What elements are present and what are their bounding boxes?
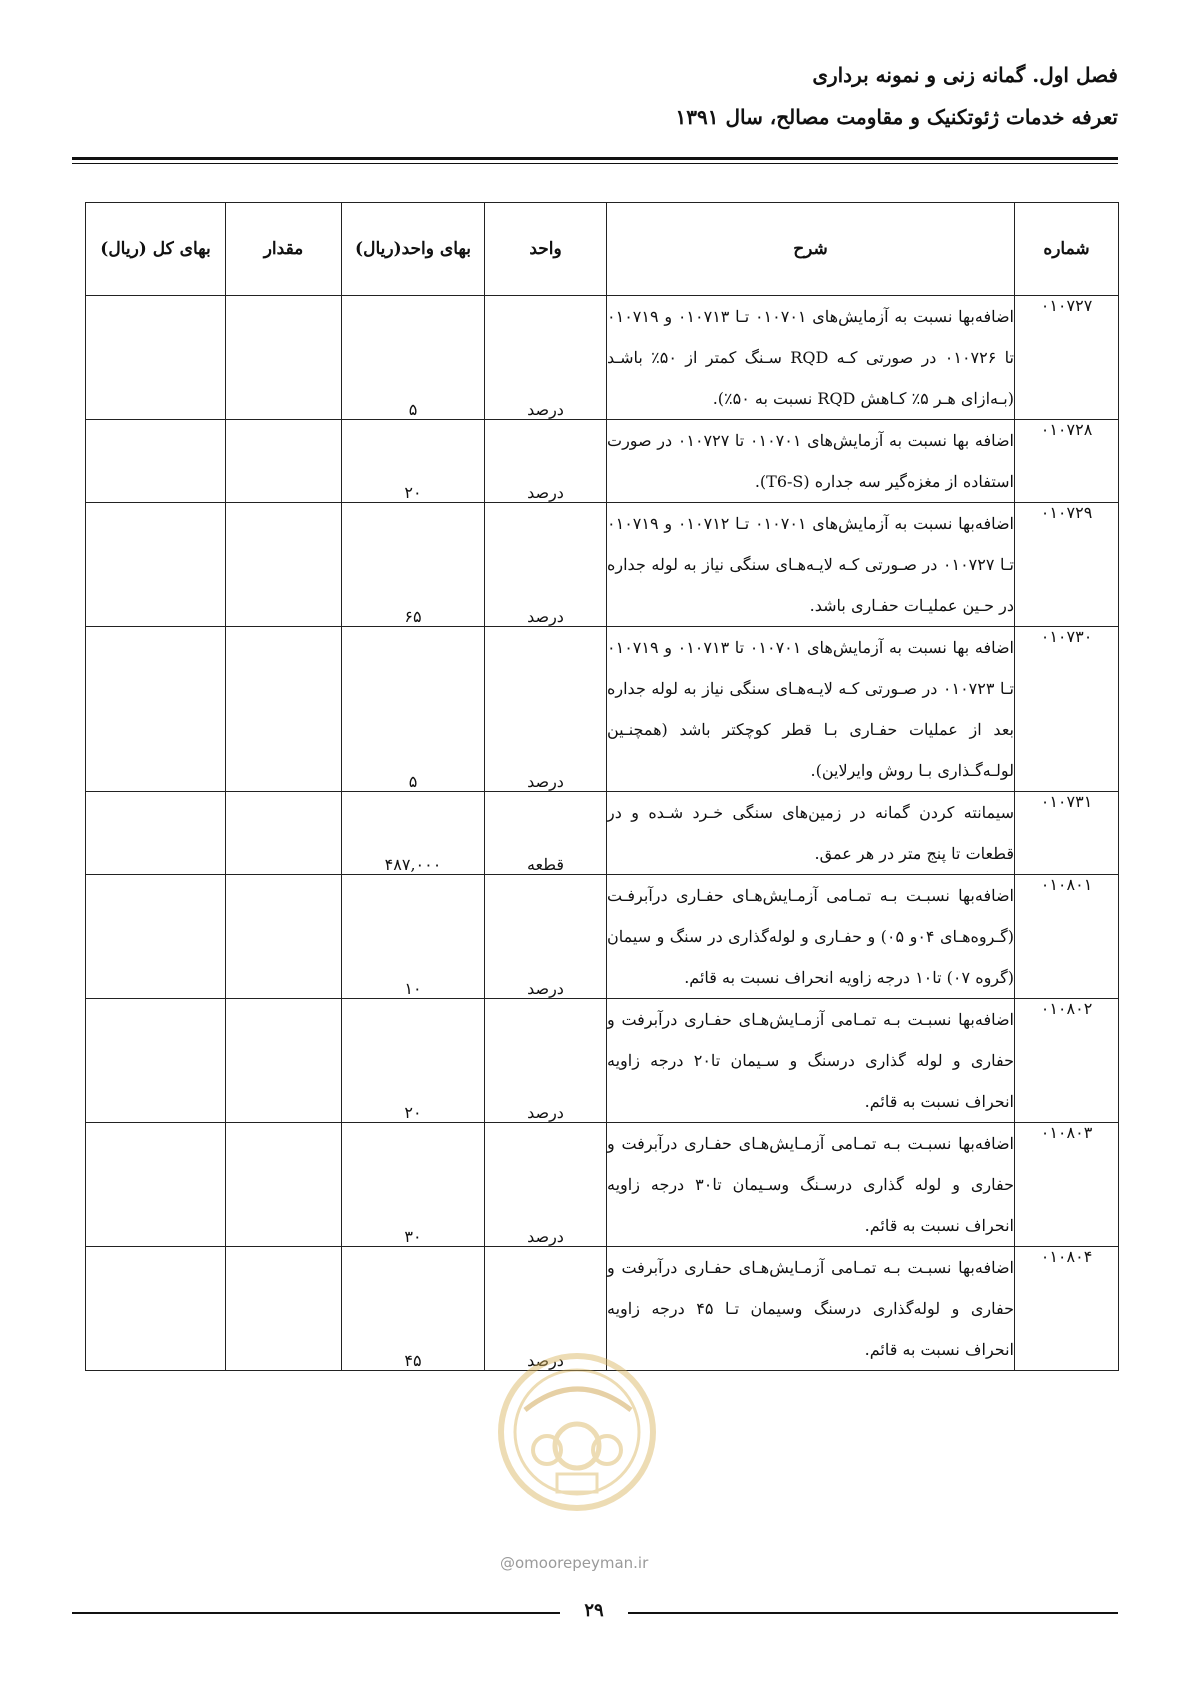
footer-rule-left <box>72 1612 560 1614</box>
item-description: اضافه‌بها نسبت به آزمایش‌های ۰۱۰۷۰۱ تـا ۰۱۰۷۱۲ و ۰۱۰۷۱۹ تـا ۰۱۰۷۲۷ در صـورتی کـه لایـه‌هـای سنگی نیاز به لوله جداره در حـین عملیـات حفـاری باشد. <box>607 503 1015 627</box>
item-unit: درصد <box>485 1123 607 1247</box>
header-rule-thick <box>72 157 1118 160</box>
item-quantity <box>226 503 342 627</box>
item-number: ۰۱۰۷۳۰ <box>1015 627 1119 792</box>
item-unit-price: ۴۸۷,۰۰۰ <box>342 792 485 875</box>
item-description: اضافه بها نسبت به آزمایش‌های ۰۱۰۷۰۱ تا ۰۱۰۷۱۳ و ۰۱۰۷۱۹ تـا ۰۱۰۷۲۳ در صـورتی کـه لایـه‌هـای سنگی نیاز به لوله جداره بعد از عملیات حفـاری بـا قطر کوچکتر باشد (همچنـین لولـه‌گـذاری بـا روش وایرلاین). <box>607 627 1015 792</box>
item-unit: درصد <box>485 503 607 627</box>
item-unit: درصد <box>485 999 607 1123</box>
item-total-price <box>86 1247 226 1371</box>
item-description: اضافه بها نسبت به آزمایش‌های ۰۱۰۷۰۱ تا ۰۱۰۷۲۷ در صورت استفاده از مغزه‌گیر سه جداره (T6-S). <box>607 420 1015 503</box>
item-description: اضافه‌بها نسبت به آزمایش‌های ۰۱۰۷۰۱ تـا ۰۱۰۷۱۳ و ۰۱۰۷۱۹ تا ۰۱۰۷۲۶ در صورتی کـه RQD سـنگ کمتر از ۵۰٪ باشـد (بـه‌ازای هـر ۵٪ کـاهش RQD نسبت به ۵۰٪). <box>607 296 1015 420</box>
item-total-price <box>86 792 226 875</box>
col-header-description: شرح <box>607 203 1015 296</box>
item-description: اضافه‌بها نسبـت بـه تمـامی آزمـایش‌هـای حفـاری درآبرفت و حفاری و لوله گذاری درسنگ و سـیمان تا۲۰ درجه زاویه انحراف نسبت به قائم. <box>607 999 1015 1123</box>
page-number: ۲۹ <box>584 1600 604 1621</box>
item-quantity <box>226 999 342 1123</box>
table-row <box>86 1123 1119 1247</box>
item-unit-price: ۶۵ <box>342 503 485 627</box>
item-number: ۰۱۰۷۲۷ <box>1015 296 1119 420</box>
table-row <box>86 875 1119 999</box>
col-header-number: شماره <box>1015 203 1119 296</box>
item-number: ۰۱۰۸۰۳ <box>1015 1123 1119 1247</box>
item-quantity <box>226 792 342 875</box>
item-number: ۰۱۰۷۲۸ <box>1015 420 1119 503</box>
item-unit-price: ۱۰ <box>342 875 485 999</box>
table-row <box>86 792 1119 875</box>
item-quantity <box>226 420 342 503</box>
item-total-price <box>86 503 226 627</box>
col-header-unit-price: بهای واحد(ریال) <box>342 203 485 296</box>
item-quantity <box>226 875 342 999</box>
item-description: اضافه‌بها نسبـت بـه تمـامی آزمـایش‌هـای حفـاری درآبرفـت (گـروه‌هـای ۰۴و ۰۵) و حفـاری و لوله‌گذاری در سنگ و سیمان (گروه ۰۷) تا۱۰ درجه زاویه انحراف نسبت به قائم. <box>607 875 1015 999</box>
item-total-price <box>86 420 226 503</box>
item-unit: درصد <box>485 875 607 999</box>
item-unit: قطعه <box>485 792 607 875</box>
item-unit: درصد <box>485 1247 607 1371</box>
item-number: ۰۱۰۷۳۱ <box>1015 792 1119 875</box>
table-header-row <box>86 203 1119 296</box>
item-unit-price: ۴۵ <box>342 1247 485 1371</box>
table-row <box>86 296 1119 420</box>
item-number: ۰۱۰۸۰۲ <box>1015 999 1119 1123</box>
item-total-price <box>86 296 226 420</box>
item-unit-price: ۵ <box>342 627 485 792</box>
item-quantity <box>226 1123 342 1247</box>
item-number: ۰۱۰۷۲۹ <box>1015 503 1119 627</box>
item-description: اضافه‌بها نسبـت بـه تمـامی آزمـایش‌هـای حفـاری درآبرفت و حفاری و لوله گذاری درسـنگ وسـیمان تا۳۰ درجه زاویه انحراف نسبت به قائم. <box>607 1123 1015 1247</box>
stamp-seal-icon <box>495 1350 660 1515</box>
col-header-total-price: بهای کل (ریال) <box>86 203 226 296</box>
item-unit: درصد <box>485 296 607 420</box>
table-row <box>86 420 1119 503</box>
item-number: ۰۱۰۸۰۱ <box>1015 875 1119 999</box>
item-total-price <box>86 875 226 999</box>
page-header <box>78 60 1118 132</box>
item-description: اضافه‌بها نسبـت بـه تمـامی آزمـایش‌هـای حفـاری درآبرفت و حفاری و لوله‌گذاری درسنگ وسیمان تـا ۴۵ درجه زاویه انحراف نسبت به قائم. <box>607 1247 1015 1371</box>
item-unit-price: ۲۰ <box>342 420 485 503</box>
item-total-price <box>86 999 226 1123</box>
col-header-unit: واحد <box>485 203 607 296</box>
item-unit: درصد <box>485 627 607 792</box>
item-description: سیمانته کردن گمانه در زمین‌های سنگی خـرد شـده و در قطعات تا پنج متر در هر عمق. <box>607 792 1015 875</box>
table-row <box>86 999 1119 1123</box>
item-total-price <box>86 627 226 792</box>
website-watermark: @omoorepeyman.ir <box>500 1554 649 1572</box>
col-header-quantity: مقدار <box>226 203 342 296</box>
table-row <box>86 1247 1119 1371</box>
footer-rule-right <box>628 1612 1118 1614</box>
tariff-table <box>85 202 1119 1371</box>
item-quantity <box>226 627 342 792</box>
table-row <box>86 627 1119 792</box>
chapter-title: فصل اول. گمانه زنی و نمونه برداری <box>812 63 1118 87</box>
item-quantity <box>226 296 342 420</box>
item-unit-price: ۵ <box>342 296 485 420</box>
table-row <box>86 503 1119 627</box>
item-number: ۰۱۰۸۰۴ <box>1015 1247 1119 1371</box>
document-title: تعرفه خدمات ژئوتکنیک و مقاومت مصالح، سال ۱۳۹۱ <box>675 105 1118 129</box>
item-unit-price: ۲۰ <box>342 999 485 1123</box>
item-unit: درصد <box>485 420 607 503</box>
item-total-price <box>86 1123 226 1247</box>
item-quantity <box>226 1247 342 1371</box>
item-unit-price: ۳۰ <box>342 1123 485 1247</box>
header-rule-thin <box>72 163 1118 164</box>
